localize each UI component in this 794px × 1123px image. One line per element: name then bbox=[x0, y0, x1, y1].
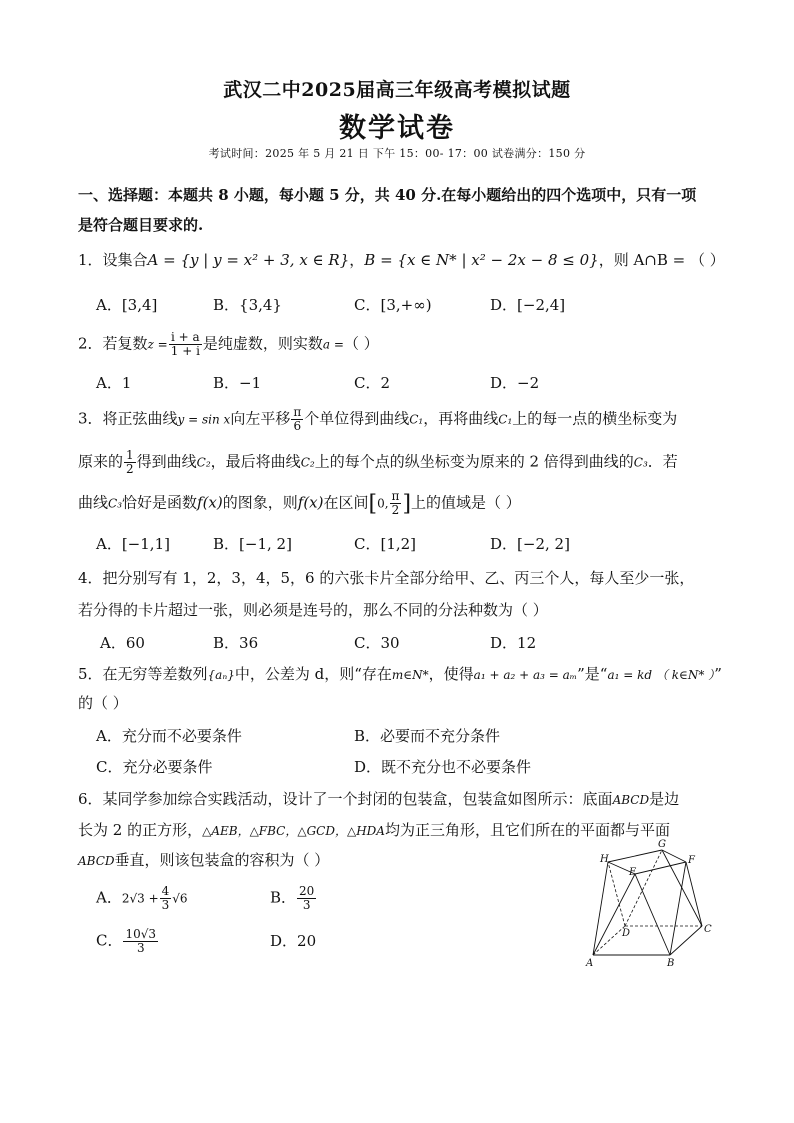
q6-square-abcd: ABCD bbox=[612, 793, 650, 807]
q1-option-c: C．[3,+∞) bbox=[354, 296, 432, 314]
q3-text: 上的每一点的横坐标变为 bbox=[512, 409, 678, 428]
question-3-line-2 bbox=[78, 449, 678, 476]
q3-text: 个单位得到曲线 bbox=[304, 409, 410, 428]
vertex-label-g: G bbox=[658, 839, 666, 850]
q3-right-bracket: ] bbox=[402, 491, 412, 517]
q6-option-b bbox=[270, 885, 317, 912]
edge-cg bbox=[662, 850, 702, 926]
q3-pi: π bbox=[293, 405, 302, 419]
q1-ask: ，则 A∩B = （ ） bbox=[598, 251, 725, 269]
q6-option-d: D．20 bbox=[270, 932, 317, 950]
q6-option-a bbox=[96, 885, 188, 912]
q5-m-set: m∈N* bbox=[391, 668, 429, 682]
q6-option-c bbox=[96, 928, 159, 955]
edge-be bbox=[635, 874, 670, 955]
q5-condition: a₁ = kd （ k∈N* ） bbox=[607, 668, 715, 682]
q3-text: 向左平移 bbox=[230, 409, 291, 428]
q6-triangles: △AEB，△FBC，△GCD，△HDA bbox=[202, 824, 385, 838]
q3-text: ．若 bbox=[647, 452, 678, 471]
vertex-label-f: F bbox=[688, 855, 695, 866]
question-6-line-3 bbox=[78, 850, 329, 871]
edge-dg-hidden bbox=[625, 850, 662, 926]
q2-z: z = bbox=[147, 337, 168, 352]
edge-bc bbox=[670, 926, 702, 955]
q2-option-d: D．−2 bbox=[490, 374, 540, 392]
edge-hg bbox=[608, 850, 662, 862]
q4-option-c: C．30 bbox=[354, 634, 400, 652]
q5-text: ，使得 bbox=[428, 665, 474, 683]
q2-suffix: 是纯虚数，则实数 bbox=[202, 334, 323, 353]
q6-option-b-num: 20 bbox=[299, 884, 315, 898]
vertex-label-b: B bbox=[667, 958, 675, 969]
vertex-label-d: D bbox=[622, 928, 631, 939]
q1-set-a: A = {y | y = x² + 3, x ∈ R} bbox=[147, 251, 350, 269]
q3-text: 得到曲线 bbox=[136, 452, 197, 471]
q3-curve-c2: C₂ bbox=[300, 455, 315, 470]
q6-option-c-num: 10√3 bbox=[125, 927, 157, 941]
q5-option-b: B．必要而不充分条件 bbox=[354, 727, 501, 745]
q6-option-b-label: B． bbox=[270, 888, 297, 907]
q3-option-d: D．[−2, 2] bbox=[490, 535, 570, 553]
q2-fraction bbox=[169, 331, 202, 358]
question-3-line-3 bbox=[78, 490, 521, 517]
q2-a: a = bbox=[322, 337, 344, 352]
q6-option-a-fraction bbox=[160, 885, 172, 912]
q3-text: 的图象，则 bbox=[222, 493, 298, 512]
q3-text: 3．将正弦曲线 bbox=[78, 409, 178, 428]
q3-text: 上的值域是（ ） bbox=[411, 493, 521, 512]
question-5-line-2: 的（ ） bbox=[78, 694, 128, 712]
q1-set-b: B = {x ∈ N* | x² − 2x − 8 ≤ 0} bbox=[364, 251, 599, 269]
question-5-line-1 bbox=[78, 664, 722, 685]
q1-option-a: A．[3,4] bbox=[96, 296, 158, 314]
q3-curve-c2: C₂ bbox=[196, 455, 211, 470]
q3-text: 原来的 bbox=[78, 452, 124, 471]
q3-text: ，最后将曲线 bbox=[210, 452, 301, 471]
q6-option-c-label: C． bbox=[96, 931, 123, 950]
q5-option-d: D．既不充分也不必要条件 bbox=[354, 758, 532, 776]
question-3-line-1 bbox=[78, 406, 677, 433]
q5-text: ”是“ bbox=[577, 665, 608, 683]
q3-pi-over-6 bbox=[291, 406, 303, 433]
q6-text: 垂直，则该包装盒的容积为（ ） bbox=[114, 851, 330, 869]
q3-option-c: C．[1,2] bbox=[354, 535, 417, 553]
q5-text: 5．在无穷等差数列 bbox=[78, 665, 208, 683]
question-4-line-1: 4．把分别写有 1，2，3，4，5，6 的六张卡片全部分给甲、乙、丙三个人，每人至少一张， bbox=[78, 569, 695, 587]
vertex-label-h: H bbox=[600, 854, 609, 865]
q3-function: f(x) bbox=[297, 493, 324, 512]
q3-two: 2 bbox=[391, 503, 400, 517]
q4-option-a: A．60 bbox=[100, 634, 145, 652]
q3-interval-start: 0, bbox=[377, 496, 389, 511]
q6-text: 均为正三角形，且它们所在的平面都与平面 bbox=[384, 821, 670, 839]
q3-text: 曲线 bbox=[78, 493, 109, 512]
edge-dh-hidden bbox=[608, 862, 625, 926]
q3-curve-c1: C₁ bbox=[409, 412, 424, 427]
q3-curve-c3: C₃ bbox=[108, 496, 123, 511]
q5-option-c: C．充分必要条件 bbox=[96, 758, 213, 776]
q6-option-c-den: 3 bbox=[136, 941, 145, 955]
q3-curve-c3: C₃ bbox=[633, 455, 648, 470]
vertex-label-e: E bbox=[629, 867, 637, 878]
q6-text: 6．某同学参加综合实践活动，设计了一个封闭的包装盒，包装盒如图所示：底面 bbox=[78, 790, 613, 808]
q5-sequence: {aₙ} bbox=[207, 668, 235, 682]
q1-option-b: B．{3,4} bbox=[213, 296, 282, 314]
q6-option-a-expr: 2√3 + bbox=[121, 891, 159, 906]
packaging-box-figure bbox=[580, 838, 720, 970]
q3-left-bracket: [ bbox=[368, 491, 378, 517]
q6-option-c-fraction bbox=[123, 928, 158, 955]
edge-ef bbox=[635, 862, 686, 874]
q3-option-b: B．[−1, 2] bbox=[213, 535, 292, 553]
q3-one: 1 bbox=[126, 448, 134, 462]
q4-option-d: D．12 bbox=[490, 634, 537, 652]
section-heading-cont: 是符合题目要求的. bbox=[78, 216, 204, 234]
q3-one-half bbox=[124, 449, 136, 476]
q2-option-a: A．1 bbox=[96, 374, 132, 392]
q3-sine-expr: y = sin x bbox=[177, 412, 231, 427]
q3-text: 恰好是函数 bbox=[122, 493, 198, 512]
section-heading: 一、选择题：本题共 8 小题，每小题 5 分，共 40 分.在每小题给出的四个选项中，只有一项 bbox=[78, 186, 697, 204]
q3-six: 6 bbox=[293, 419, 302, 433]
q3-function: f(x) bbox=[197, 493, 223, 512]
subject-title: 数学试卷 bbox=[339, 113, 455, 144]
exam-meta: 考试时间：2025 年 5 月 21 日 下午 15：00- 17：00 试卷满分：150 分 bbox=[208, 147, 586, 160]
q6-option-a-den: 3 bbox=[161, 898, 170, 912]
q1-option-d: D．[−2,4] bbox=[490, 296, 566, 314]
q2-denominator: 1 + i bbox=[170, 344, 200, 358]
q5-text: ” bbox=[714, 665, 722, 683]
q6-text: 长为 2 的正方形， bbox=[78, 821, 203, 839]
exam-title: 武汉二中2025届高三年级高考模拟试题 bbox=[223, 79, 571, 101]
q3-text: 上的每个点的纵坐标变为原来的 2 倍得到曲线的 bbox=[314, 452, 634, 471]
question-2 bbox=[78, 331, 379, 358]
q1-sep: ， bbox=[349, 251, 365, 269]
edge-ad-hidden bbox=[593, 926, 625, 955]
q2-paren: （ ） bbox=[343, 334, 379, 353]
q2-option-b: B．−1 bbox=[213, 374, 262, 392]
q2-numerator: i + a bbox=[170, 330, 200, 344]
vertex-label-c: C bbox=[704, 924, 712, 935]
edge-cf bbox=[686, 862, 702, 926]
q6-option-b-den: 3 bbox=[302, 898, 311, 912]
question-6-line-1 bbox=[78, 789, 679, 810]
q6-option-a-num: 4 bbox=[161, 884, 170, 898]
q3-curve-c1: C₁ bbox=[498, 412, 513, 427]
q3-two: 2 bbox=[126, 462, 134, 476]
q6-text: 是边 bbox=[649, 790, 680, 808]
q1-prefix: 1．设集合 bbox=[78, 251, 148, 269]
q6-square-abcd: ABCD bbox=[78, 854, 115, 868]
q5-option-a: A．充分而不必要条件 bbox=[96, 727, 242, 745]
q6-option-b-fraction bbox=[297, 885, 316, 912]
q3-text: ，再将曲线 bbox=[423, 409, 499, 428]
q3-pi: π bbox=[391, 489, 400, 503]
vertex-label-a: A bbox=[586, 958, 594, 969]
question-4-line-2: 若分得的卡片超过一张，则必须是连号的，那么不同的分法种数为（ ） bbox=[78, 601, 548, 619]
q3-pi-over-2 bbox=[390, 490, 402, 517]
q6-option-a-label: A． bbox=[96, 888, 122, 907]
q4-option-b: B．36 bbox=[213, 634, 259, 652]
q6-option-a-root: √6 bbox=[172, 891, 188, 906]
question-1 bbox=[78, 250, 725, 270]
edge-bf bbox=[670, 862, 686, 955]
q3-option-a: A．[−1,1] bbox=[96, 535, 170, 553]
q5-text: 中，公差为 d，则“存在 bbox=[234, 665, 392, 683]
q5-sum-expr: a₁ + a₂ + a₃ = aₘ bbox=[473, 668, 578, 682]
q3-text: 在区间 bbox=[323, 493, 369, 512]
q2-prefix: 2．若复数 bbox=[78, 334, 148, 353]
q2-option-c: C．2 bbox=[354, 374, 391, 392]
